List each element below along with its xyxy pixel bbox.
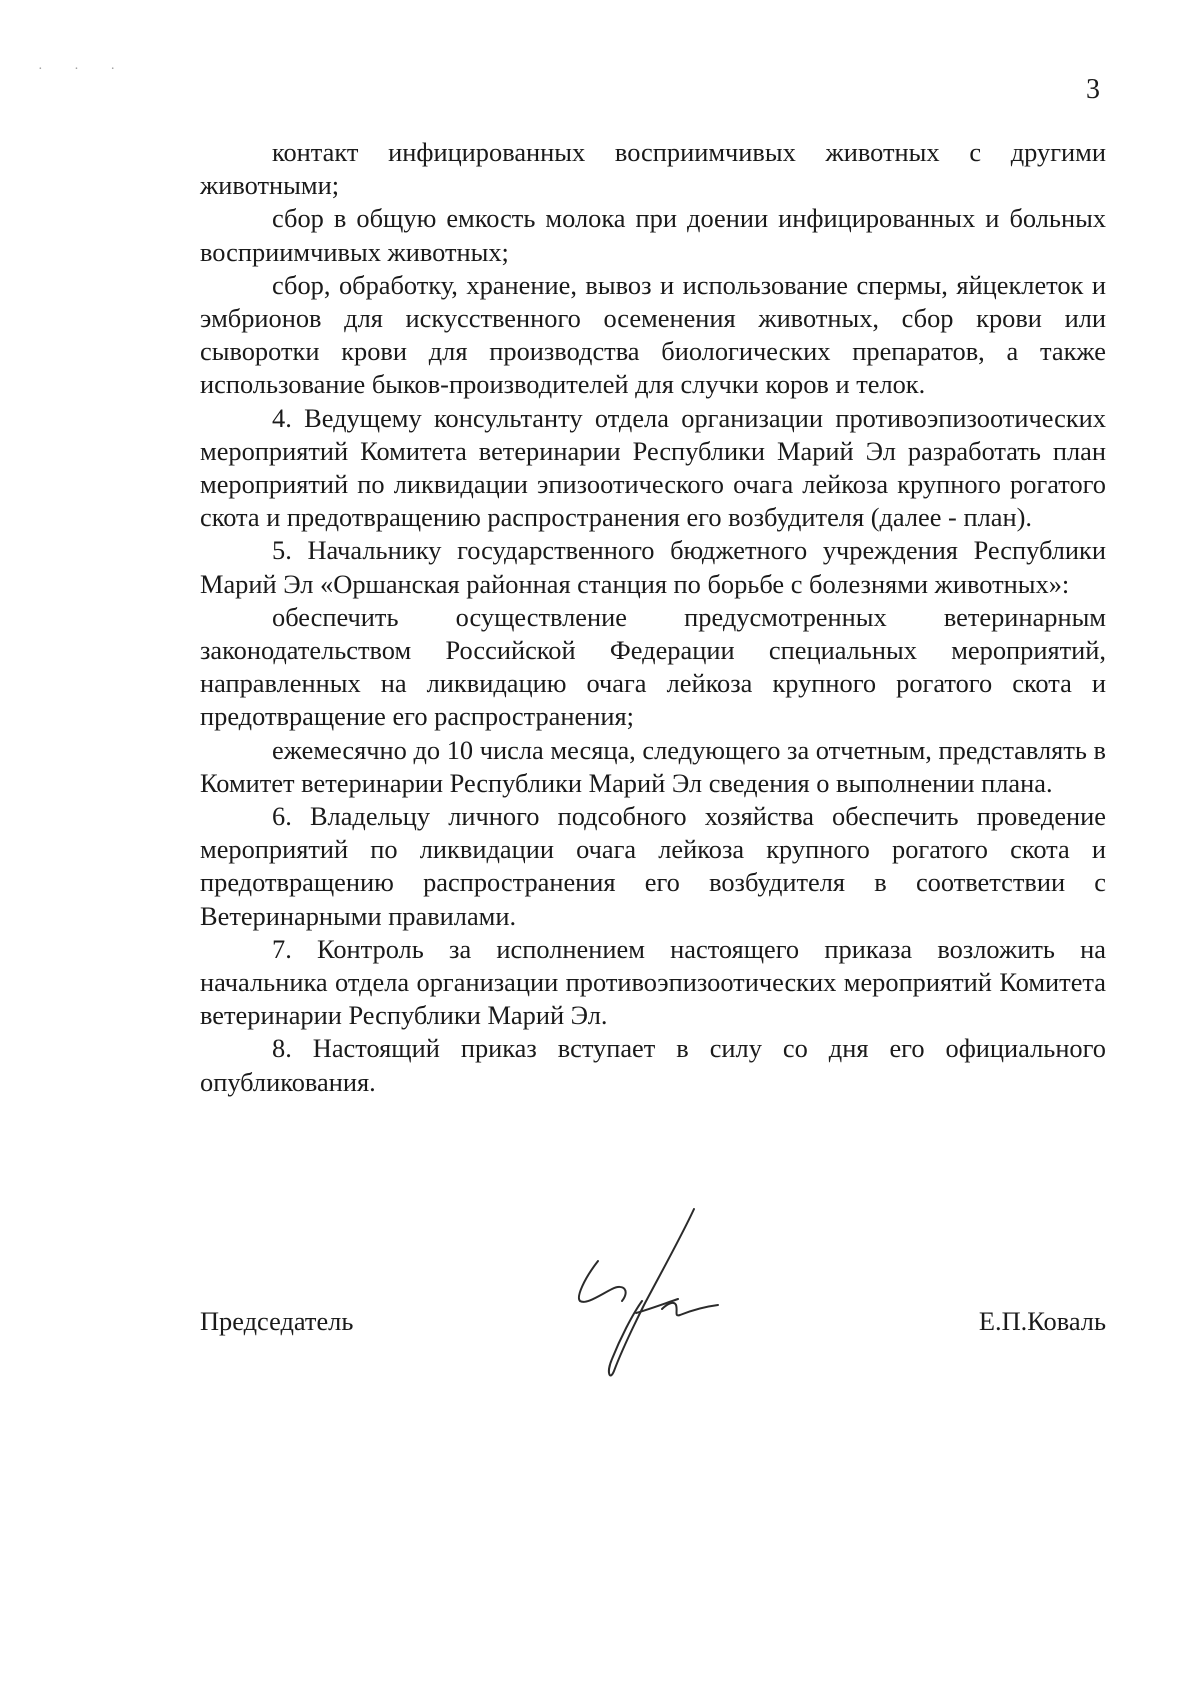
- paragraph: 4. Ведущему консультанту отдела организации противоэпизоотических мероприятий Комитета ветеринарии Республики Марий Эл разработать план мероприятий по ликвидации эпизоотического очага лейкоза крупного рогатого скота и предотвращению распространения его возбудителя (далее - план).: [200, 402, 1106, 533]
- signatory-name: Е.П.Коваль: [978, 1306, 1106, 1336]
- paragraph: обеспечить осуществление предусмотренных ветеринарным законодательством Российской Федерации специальных мероприятий, направленных на ликвидацию очага лейкоза крупного рогатого скота и предотвращение его распространения;: [200, 601, 1106, 732]
- paragraph: сбор, обработку, хранение, вывоз и использование спермы, яйцеклеток и эмбрионов для искусственного осеменения животных, сбор крови или сыворотки крови для производства биологических препаратов, а также использование быков-производителей для случки коров и телок.: [200, 269, 1106, 400]
- signature-block: [200, 1305, 1106, 1345]
- paragraph: 8. Настоящий приказ вступает в силу со дня его официального опубликования.: [200, 1033, 1106, 1097]
- paragraph: ежемесячно до 10 числа месяца, следующего за отчетным, представлять в Комитет ветеринарии Республики Марий Эл сведения о выполнении плана.: [200, 734, 1106, 798]
- paragraph: 7. Контроль за исполнением настоящего приказа возложить на начальника отдела организации противоэпизоотических мероприятий Комитета ветеринарии Республики Марий Эл.: [200, 933, 1106, 1031]
- paragraph: 6. Владельцу личного подсобного хозяйства обеспечить проведение мероприятий по ликвидации очага лейкоза крупного рогатого скота и предотвращению распространения его возбудителя в соответствии с Ветеринарными правилами.: [200, 801, 1106, 931]
- document-body: [200, 136, 1106, 1099]
- paragraph: сбор в общую емкость молока при доении инфицированных и больных восприимчивых животных;: [200, 203, 1106, 267]
- paragraph: контакт инфицированных восприимчивых животных с другими животными;: [200, 137, 1106, 201]
- scan-artifact-dots: · · ·: [38, 62, 129, 77]
- handwritten-signature: [570, 1205, 740, 1380]
- signatory-title: Председатель: [200, 1306, 354, 1336]
- paragraph: 5. Начальнику государственного бюджетного учреждения Республики Марий Эл «Оршанская районная станция по борьбе с болезнями животных»:: [200, 535, 1106, 599]
- page-number: 3: [1086, 74, 1100, 105]
